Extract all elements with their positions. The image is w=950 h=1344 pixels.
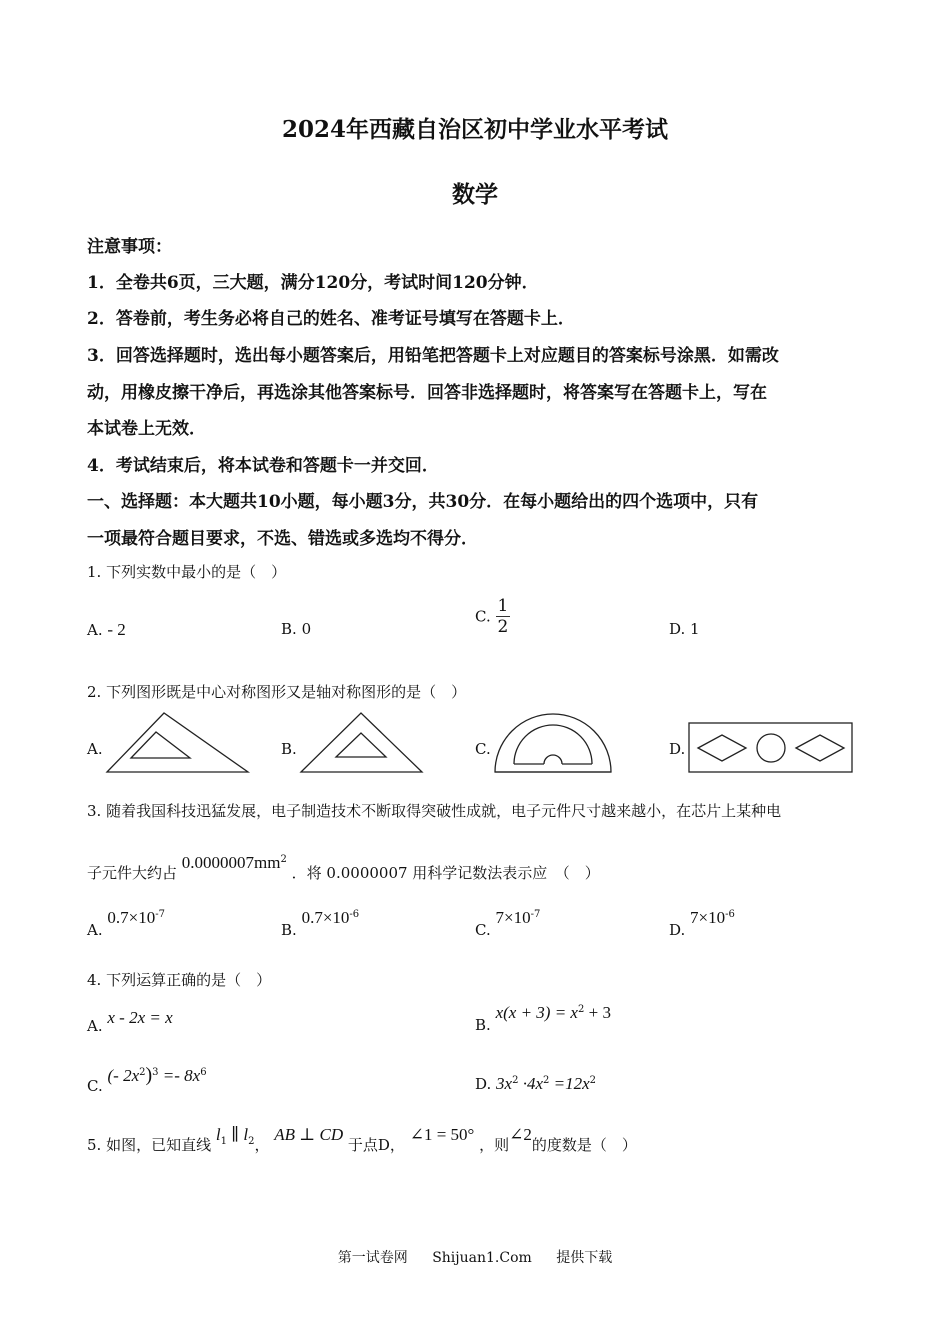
option-expression: 3x bbox=[496, 1074, 513, 1093]
isosceles-triangle-figure bbox=[298, 710, 426, 776]
q3-option-a bbox=[87, 908, 165, 939]
numerator: 1 bbox=[497, 596, 509, 616]
option-value: 7×10 bbox=[495, 908, 531, 927]
option-expression-tail: =12x bbox=[549, 1074, 590, 1093]
exam-title: 2024年西藏自治区初中学业水平考试 bbox=[281, 116, 668, 143]
question-4-stem: 4. 下列运算正确的是（ ） bbox=[87, 971, 272, 989]
exponent: -6 bbox=[349, 909, 360, 920]
option-value: 0.7×10 bbox=[301, 908, 350, 927]
notice-item-4: 4．考试结束后，将本试卷和答题卡一并交回． bbox=[87, 456, 439, 476]
option-expression: x - 2x = x bbox=[107, 1008, 173, 1027]
exponent: 2 bbox=[543, 1075, 550, 1086]
footer-tail: 提供下载 bbox=[556, 1250, 613, 1266]
question-5-stem bbox=[87, 1124, 637, 1154]
question-2-stem: 2. 下列图形既是中心对称图形又是轴对称图形的是（ ） bbox=[87, 683, 467, 701]
footer-domain-link[interactable]: Shijuan1.Com bbox=[432, 1250, 532, 1266]
section-1-heading: 一、选择题：本大题共10小题，每小题3分，共30分．在每小题给出的四个选项中，只有 bbox=[87, 492, 759, 512]
notice-item-3: 3．回答选择题时，选出每小题答案后，用铅笔把答题卡上对应题目的答案标号涂黑．如需改 bbox=[87, 346, 779, 366]
q4-option-a bbox=[87, 1008, 173, 1035]
parallel-symbol: ∥ bbox=[226, 1125, 244, 1144]
option-expression-tail: =- 8x bbox=[158, 1066, 201, 1085]
exponent: 2 bbox=[139, 1067, 146, 1078]
option-label: B. bbox=[475, 1016, 491, 1034]
q2-option-d-label: D. bbox=[669, 740, 686, 758]
footer-site-name: 第一试卷网 bbox=[337, 1250, 408, 1266]
page-footer bbox=[0, 1247, 950, 1267]
option-label: A. bbox=[87, 921, 103, 939]
stem-text: 子元件大约占 bbox=[87, 864, 178, 882]
option-label: A. bbox=[87, 1017, 103, 1035]
question-3-stem-line2 bbox=[87, 852, 600, 882]
exponent: 2 bbox=[577, 1004, 585, 1015]
q2-option-c-label: C. bbox=[475, 740, 491, 758]
q3-option-b bbox=[281, 908, 360, 939]
subscript: 1 bbox=[220, 1136, 227, 1147]
notice-item-3-cont: 动，用橡皮擦干净后，再选涂其他答案标号．回答非选择题时，将答案写在答题卡上，写在 bbox=[87, 383, 767, 403]
option-value: 7×10 bbox=[690, 908, 726, 927]
option-expression: x(x + 3) = x bbox=[495, 1003, 578, 1022]
stem-text: ．将 0.0000007 用科学记数法表示应 （ ） bbox=[291, 864, 600, 882]
subject-title: 数学 bbox=[452, 181, 498, 208]
notice-item-1: 1．全卷共6页，三大题，满分120分，考试时间120分钟． bbox=[87, 273, 539, 293]
option-value: 0 bbox=[301, 620, 312, 638]
option-label: C. bbox=[475, 921, 491, 939]
q4-option-d bbox=[475, 1074, 596, 1094]
rectangle-diamonds-circle-figure bbox=[688, 722, 854, 774]
option-expression: (- 2x bbox=[107, 1066, 140, 1085]
angle-1-expression: ∠1 = 50° bbox=[409, 1125, 475, 1144]
q4-option-b bbox=[475, 1003, 611, 1034]
option-expression-mid: ·4x bbox=[518, 1074, 544, 1093]
exponent: 3 bbox=[152, 1067, 159, 1078]
stem-text: 于点D， bbox=[347, 1136, 405, 1154]
q2-option-b-label: B. bbox=[281, 740, 297, 758]
option-label: D. bbox=[475, 1075, 492, 1093]
exponent: 2 bbox=[280, 854, 287, 865]
value: 0.0000007 bbox=[181, 853, 255, 872]
question-1-stem: 1. 下列实数中最小的是（ ） bbox=[87, 563, 287, 581]
exponent: 2 bbox=[512, 1075, 519, 1086]
comma: ， bbox=[254, 1136, 270, 1154]
option-value: 0.7×10 bbox=[107, 908, 156, 927]
paren: ) bbox=[145, 1064, 153, 1086]
fraction bbox=[496, 596, 511, 637]
angle-2-expression: ∠2 bbox=[509, 1125, 532, 1144]
option-label: C. bbox=[475, 607, 491, 626]
exponent: -6 bbox=[725, 909, 735, 920]
exponent: 6 bbox=[200, 1067, 207, 1078]
q1-option-a bbox=[87, 620, 126, 640]
option-label: B. bbox=[281, 921, 297, 939]
stem-text: 的度数是（ ） bbox=[531, 1136, 637, 1154]
question-3-stem-line1: 3. 随着我国科技迅猛发展，电子制造技术不断取得突破性成就，电子元件尺寸越来越小，在芯片上某种电 bbox=[87, 802, 782, 820]
q1-option-d bbox=[669, 620, 700, 638]
line-l1: l bbox=[215, 1125, 221, 1144]
q3-option-c bbox=[475, 908, 541, 939]
line-l2: l bbox=[243, 1125, 249, 1144]
notice-item-3-end: 本试卷上无效． bbox=[87, 419, 206, 439]
notice-item-2: 2．答卷前，考生务必将自己的姓名、准考证号填写在答题卡上． bbox=[87, 309, 575, 329]
q1-option-b bbox=[281, 620, 311, 638]
set-square-triangle-figure bbox=[104, 710, 252, 776]
perpendicular-expression: AB ⊥ CD bbox=[274, 1125, 344, 1144]
option-label: B. bbox=[281, 620, 297, 638]
option-expression-tail: + 3 bbox=[584, 1003, 611, 1022]
unit: mm bbox=[254, 853, 281, 872]
section-1-heading-cont: 一项最符合题目要求，不选、错选或多选均不得分． bbox=[87, 529, 478, 549]
q1-option-c bbox=[475, 596, 510, 637]
option-label: D. bbox=[669, 921, 686, 939]
q4-option-c bbox=[87, 1064, 207, 1095]
stem-text: ，则 bbox=[479, 1136, 510, 1154]
exponent: 2 bbox=[589, 1075, 597, 1086]
exponent: -7 bbox=[155, 909, 165, 920]
option-value: 1 bbox=[690, 620, 700, 638]
protractor-figure bbox=[492, 710, 614, 776]
option-label: D. bbox=[669, 620, 686, 638]
option-label: A. bbox=[87, 621, 103, 639]
subscript: 2 bbox=[248, 1136, 255, 1147]
option-label: C. bbox=[87, 1077, 103, 1095]
option-value: - 2 bbox=[107, 620, 126, 639]
notice-heading: 注意事项： bbox=[87, 237, 172, 257]
exponent: -7 bbox=[530, 909, 541, 920]
stem-text: 5. 如图，已知直线 bbox=[87, 1136, 212, 1154]
q3-option-d bbox=[669, 908, 735, 939]
denominator: 2 bbox=[497, 617, 509, 637]
q2-option-a-label: A. bbox=[87, 740, 103, 758]
